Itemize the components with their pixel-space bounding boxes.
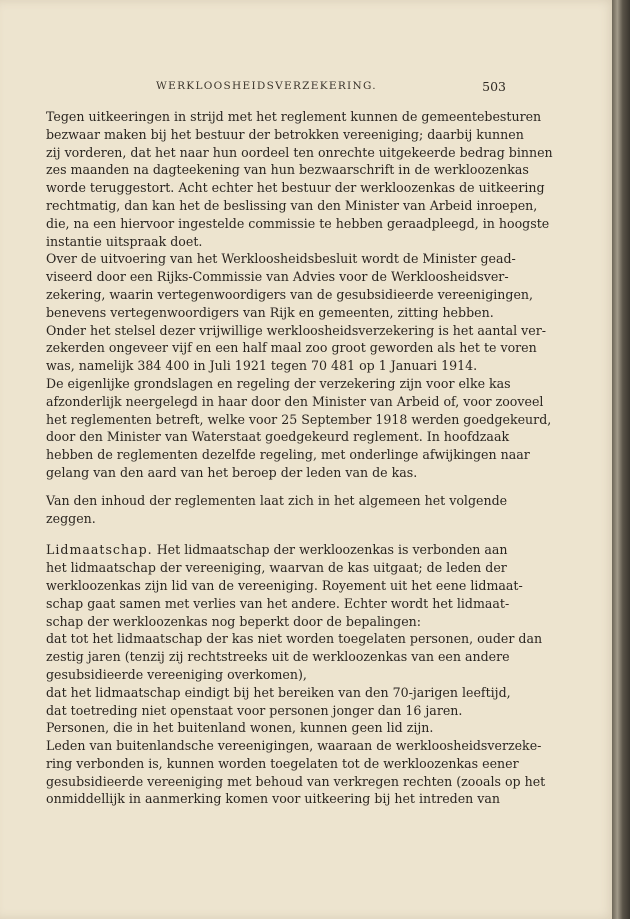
- text-line: het lidmaatschap der vereeniging, waarvan de kas uitgaat; de leden der: [46, 560, 507, 576]
- text-line: ring verbonden is, kunnen worden toegelaten tot de werkloozenkas eener: [46, 755, 519, 771]
- text-line: zij vorderen, dat het naar hun oordeel ten onrechte uitgekeerde bedrag binnen: [46, 144, 553, 160]
- text-line: zekering, waarin vertegenwoordigers van de gesubsidieerde vereenigingen,: [46, 286, 534, 302]
- text-line: zeggen.: [46, 510, 96, 526]
- text-line: [46, 541, 508, 559]
- text-line: was, namelijk 384 400 in Juli 1921 tegen 70 481 op 1 Januari 1914.: [46, 358, 478, 374]
- text-line: zestig jaren (tenzij zij rechtstreeks uit de werkloozenkas van een andere: [46, 649, 510, 665]
- paragraph: [46, 492, 508, 528]
- page-number: 503: [482, 79, 506, 94]
- paragraph: [46, 108, 553, 250]
- text-line: benevens vertegenwoordigers van Rijk en gemeenten, zitting hebben.: [46, 304, 494, 320]
- text-line: gelang van den aard van het beroep der leden van de kas.: [46, 464, 418, 480]
- section-first-line: Het lidmaatschap der werkloozenkas is verbonden aan: [152, 542, 508, 558]
- text-line: afzonderlijk neergelegd in haar door den Minister van Arbeid of, voor zooveel: [46, 393, 544, 409]
- text-line: gesubsidieerde vereeniging overkomen),: [46, 666, 307, 682]
- text-line: viseerd door een Rijks-Commissie van Advies voor de Werkloosheidsver-: [46, 269, 509, 285]
- text-line: Onder het stelsel dezer vrijwillige werkloosheidsverzekering is het aantal ver-: [46, 322, 546, 338]
- text-line: zekerden ongeveer vijf en een half maal zoo groot geworden als het te voren: [46, 340, 537, 356]
- text-line: hebben de reglementen dezelfde regeling, met onderlinge afwijkingen naar: [46, 447, 530, 463]
- paragraph: [46, 250, 534, 321]
- section-lidmaatschap: [46, 541, 546, 808]
- text-line: Leden van buitenlandsche vereenigingen, waaraan de werkloosheidsverzeke-: [46, 738, 542, 754]
- text-line: Over de uitvoering van het Werkloosheidsbesluit wordt de Minister gead-: [46, 251, 516, 267]
- running-head: WERKLOOSHEIDSVERZEKERING.: [156, 80, 377, 92]
- section-heading: Lidmaatschap.: [46, 542, 153, 558]
- text-line: Tegen uitkeeringen in strijd met het reglement kunnen de gemeentebesturen: [46, 109, 542, 124]
- text-line: werkloozenkas zijn lid van de vereeniging. Royement uit het eene lidmaat-: [46, 577, 523, 593]
- text-line: Van den inhoud der reglementen laat zich in het algemeen het volgende: [46, 492, 508, 508]
- text-line: De eigenlijke grondslagen en regeling der verzekering zijn voor elke kas: [46, 375, 511, 391]
- text-line: het reglementen betreft, welke voor 25 September 1918 werden goedgekeurd,: [46, 411, 552, 427]
- text-line: zes maanden na dagteekening van hun bezwaarschrift in de werkloozenkas: [46, 162, 529, 178]
- text-line: onmiddellijk in aanmerking komen voor uitkeering bij het intreden van: [46, 791, 501, 807]
- text-line: worde teruggestort. Acht echter het bestuur der werkloozenkas de uitkeering: [46, 180, 545, 196]
- paragraph: [46, 375, 552, 482]
- text-line: dat het lidmaatschap eindigt bij het bereiken van den 70-jarigen leeftijd,: [46, 684, 511, 700]
- page-edge: [612, 0, 630, 919]
- text-line: bezwaar maken bij het bestuur der betrokken vereeniging; daarbij kunnen: [46, 126, 524, 142]
- text-line: rechtmatig, dan kan het de beslissing van den Minister van Arbeid inroepen,: [46, 197, 538, 213]
- paragraph: [46, 322, 546, 375]
- text-line: instantie uitspraak doet.: [46, 233, 203, 249]
- paragraph-gap: [46, 482, 488, 492]
- text-line: door den Minister van Waterstaat goedgekeurd reglement. In hoofdzaak: [46, 429, 510, 445]
- text-line: gesubsidieerde vereeniging met behoud van verkregen rechten (zooals op het: [46, 773, 546, 789]
- text-line: dat tot het lidmaatschap der kas niet worden toegelaten personen, ouder dan: [46, 631, 543, 647]
- text-line: die, na een hiervoor ingestelde commissie te hebben geraadpleegd, in hoogste: [46, 215, 550, 231]
- text-line: dat toetreding niet openstaat voor personen jonger dan 16 jaren.: [46, 702, 463, 718]
- text-line: schap der werkloozenkas nog beperkt door de bepalingen:: [46, 613, 422, 629]
- text-line: Personen, die in het buitenland wonen, kunnen geen lid zijn.: [46, 720, 434, 736]
- body-text: [46, 108, 553, 808]
- text-line: schap gaat samen met verlies van het andere. Echter wordt het lidmaat-: [46, 595, 510, 611]
- section-gap: [46, 527, 488, 541]
